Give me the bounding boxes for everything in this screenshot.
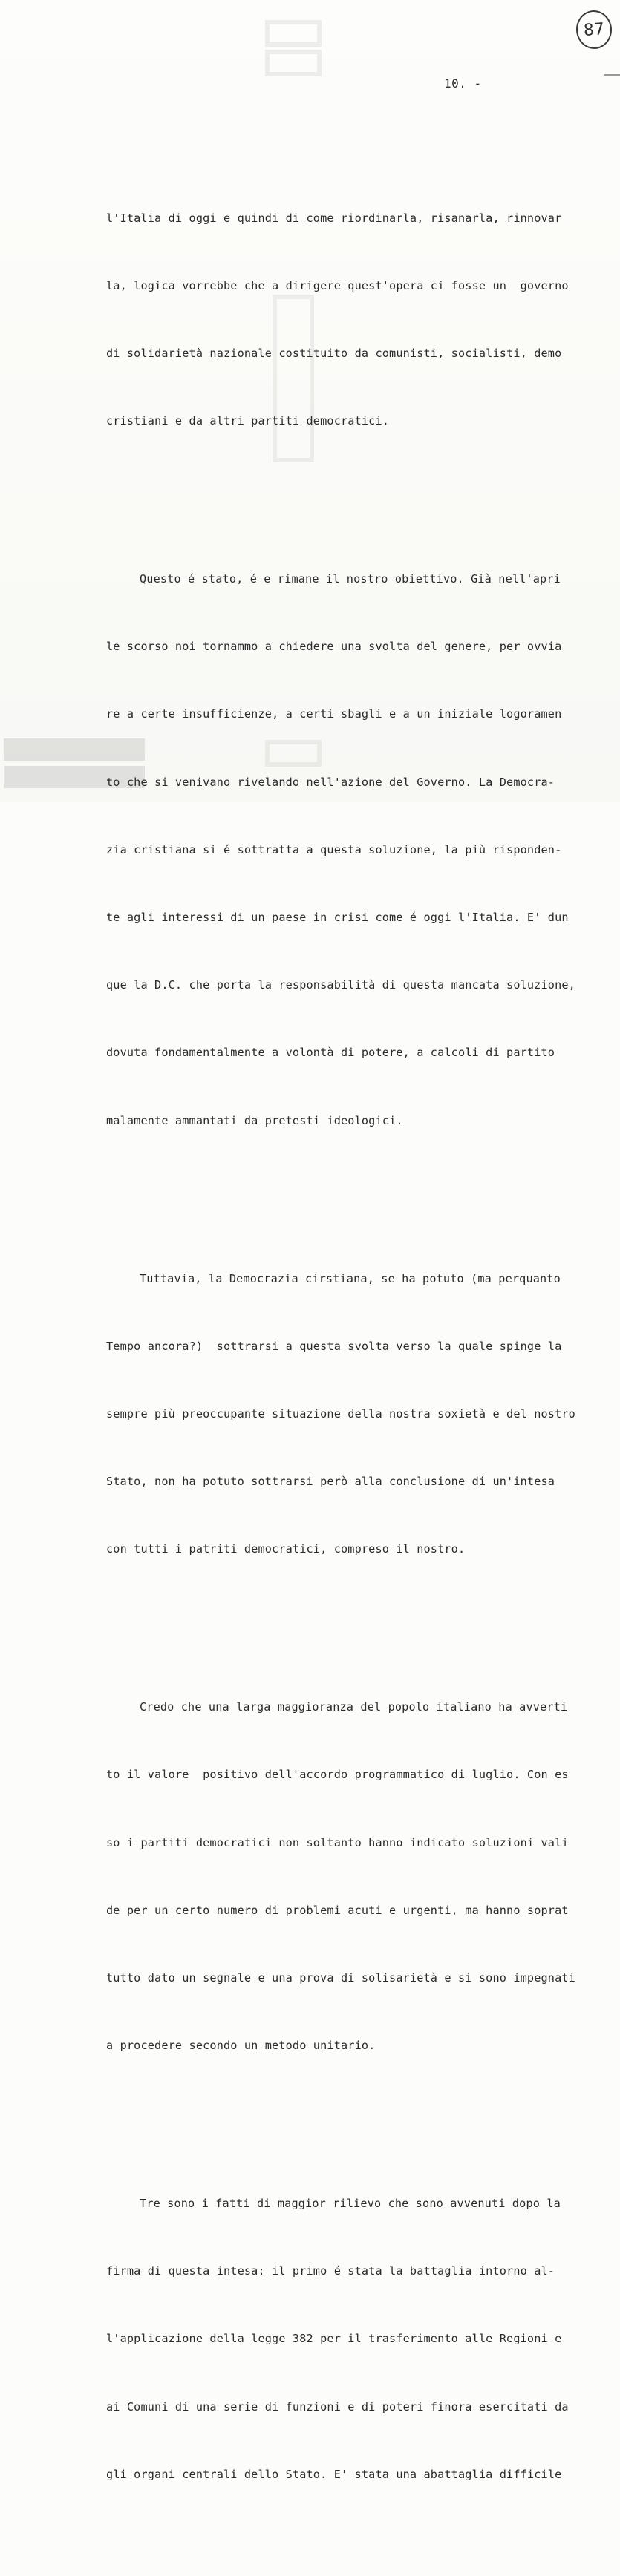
page-number: 10. - xyxy=(444,76,482,91)
text-line: to che si venivano rivelando nell'azione del Governo. La Democra- xyxy=(106,775,555,789)
text-line: zia cristiana si é sottratta a questa soluzione, la più risponden- xyxy=(106,842,562,856)
text-line: Tre sono i fatti di maggior rilievo che sono avvenuti dopo la xyxy=(140,2197,561,2210)
paragraph-5 xyxy=(106,2147,604,2531)
scan-edge-mark xyxy=(604,74,620,76)
text-line: di solidarietà nazionale costituito da comunisti, socialisti, demo xyxy=(106,347,562,361)
text-line: gli organi centrali dello Stato. E' stata una abattaglia difficile xyxy=(106,2467,562,2481)
text-line: Stato, non ha potuto sottrarsi però alla conclusione di un'intesa xyxy=(106,1475,555,1489)
text-line: so i partiti democratici non soltanto hanno indicato soluzioni vali xyxy=(106,1835,569,1849)
text-line: tutto dato un segnale e una prova di solisarietà e si sono impegnati xyxy=(106,1970,575,1985)
paragraph-4 xyxy=(106,1651,604,2102)
text-line: le scorso noi tornammo a chiedere una svolta del genere, per ovvia xyxy=(106,640,562,654)
text-line: to il valore positivo dell'accordo programmatico di luglio. Con es xyxy=(106,1768,569,1782)
text-line: con tutti i patriti democratici, compreso il nostro. xyxy=(106,1542,466,1556)
text-line: malamente ammantati da pretesti ideologici. xyxy=(106,1113,403,1127)
paragraph-3 xyxy=(106,1222,604,1606)
paragraph-1 xyxy=(106,162,604,478)
text-line: que la D.C. che porta la responsabilità di questa mancata soluzione, xyxy=(106,978,575,992)
text-line: dovuta fondamentalmente a volontà di potere, a calcoli di partito xyxy=(106,1046,555,1060)
text-line: Credo che una larga maggioranza del popolo italiano ha avverti xyxy=(140,1700,568,1714)
text-line: a procedere secondo un metodo unitario. xyxy=(106,2039,376,2053)
text-line: ai Comuni di una serie di funzioni e di poteri finora esercitati da xyxy=(106,2399,569,2413)
text-line: de per un certo numero di problemi acuti e urgenti, ma hanno soprat xyxy=(106,1903,569,1917)
text-line: cristiani e da altri partiti democratici. xyxy=(106,414,390,428)
archive-page-stamp xyxy=(575,9,613,50)
text-line: re a certe insufficienze, a certi sbagli e a un iniziale logoramen xyxy=(106,707,562,721)
text-line: Questo é stato, é e rimane il nostro obiettivo. Già nell'apri xyxy=(140,572,561,586)
text-line: sempre più preoccupante situazione della nostra soxietà e del nostro xyxy=(106,1406,575,1420)
text-line: la, logica vorrebbe che a dirigere quest'opera ci fosse un governo xyxy=(106,278,569,292)
text-line: firma di questa intesa: il primo é stata la battaglia intorno al- xyxy=(106,2264,555,2278)
text-line: Tempo ancora?) sottrarsi a questa svolta verso la quale spinge la xyxy=(106,1339,562,1353)
text-line: l'applicazione della legge 382 per il trasferimento alle Regioni e xyxy=(106,2332,562,2346)
typed-body-text xyxy=(106,117,604,2576)
archive-page-stamp-number: 87 xyxy=(583,19,605,40)
text-line: l'Italia di oggi e quindi di come riordinarla, risanarla, rinnovar xyxy=(106,211,562,225)
text-line: Tuttavia, la Democrazia cirstiana, se ha potuto (ma perquanto xyxy=(140,1271,561,1285)
text-line: te agli interessi di un paese in crisi come é oggi l'Italia. E' dun xyxy=(106,911,569,925)
paragraph-2 xyxy=(106,522,604,1177)
